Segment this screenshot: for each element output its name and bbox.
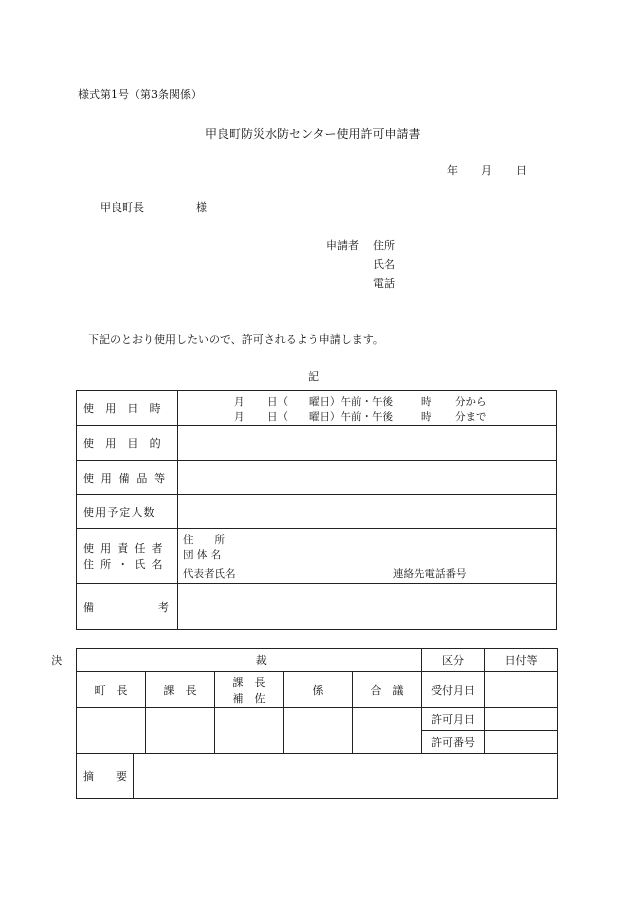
applicant-address-label: 住所 [373,239,395,252]
responsible-row [77,529,557,584]
remarks-field[interactable] [178,584,557,630]
ki-heading: 記 [308,370,319,383]
deputy-chief-seal-box[interactable] [215,708,284,754]
from-hour: 時 [421,396,432,408]
decision-header [51,649,422,672]
addressee: 甲良町長 [100,201,144,214]
purpose-field[interactable] [178,426,557,461]
resp-group-label: 団 体 名 [183,549,222,561]
date-month-label: 月 [481,164,492,177]
consultation-seal-box[interactable] [353,708,422,754]
from-weekday: 曜日）午前・午後 [309,396,393,408]
usage-datetime-label: 使 用 日 時 [83,402,165,415]
staff-seal-box[interactable] [284,708,353,754]
attendees-label: 使用予定人数 [83,505,156,519]
equipment-field[interactable] [178,461,557,495]
deputy-label-1: 課 長 [232,675,266,689]
deputy-label-2: 補 佐 [232,691,266,705]
to-hour: 時 [421,411,432,423]
date-year-label: 年 [447,164,458,177]
mayor-header: 町 長 [77,672,146,708]
mayor-seal-box[interactable] [77,708,146,754]
staff-header: 係 [284,672,353,708]
from-month: 月 [234,396,245,408]
attendees-field[interactable] [178,495,557,529]
deputy-chief-header [215,672,284,708]
to-minute: 分まで [455,411,487,423]
decision-label: 決 [51,654,63,667]
received-date-label: 受付月日 [422,672,485,708]
approval-table [51,648,558,799]
to-day: 日（ [267,411,288,423]
applicant-label: 申請者 [326,239,359,252]
consultation-header: 合 議 [353,672,422,708]
section-chief-seal-box[interactable] [146,708,215,754]
summary-label: 摘 要 [77,754,134,799]
applicant-name-label: 氏名 [373,258,395,271]
permit-number-label: 許可番号 [422,731,485,754]
usage-table [76,390,557,630]
permit-date-field[interactable] [485,708,558,731]
remarks-row [77,584,557,630]
decision-label-2: 裁 [255,654,267,667]
resp-address-label: 住 所 [183,534,225,546]
remarks-label-2: 考 [158,600,169,614]
section-chief-header: 課 長 [146,672,215,708]
resp-phone-label: 連絡先電話番号 [393,568,467,580]
permit-date-label: 許可月日 [422,708,485,731]
from-minute: 分から [455,396,487,408]
request-text: 下記のとおり使用したいので、許可されるよう申請します。 [88,333,384,346]
purpose-label: 使 用 目 的 [83,437,165,450]
summary-field[interactable] [134,754,558,799]
document-title: 甲良町防災水防センター使用許可申請書 [205,127,421,141]
date-day-label: 日 [516,164,527,177]
to-month: 月 [234,411,245,423]
date-etc-header: 日付等 [485,649,558,672]
purpose-row [77,426,557,461]
permit-number-field[interactable] [485,731,558,754]
equipment-label: 使 用 備 品 等 [83,471,167,485]
usage-datetime-row [77,391,557,426]
resp-rep-label: 代表者氏名 [183,568,236,580]
attendees-row [77,495,557,529]
honorific: 様 [196,201,207,214]
equipment-row [77,461,557,495]
to-weekday: 曜日）午前・午後 [309,411,393,423]
from-day: 日（ [267,396,288,408]
responsible-label-2: 住 所 ・ 氏 名 [83,558,164,571]
received-date-field[interactable] [485,672,558,708]
responsible-label-1: 使 用 責 任 者 [83,542,164,555]
remarks-label: 備 [83,600,94,614]
category-header: 区分 [422,649,485,672]
form-number: 様式第1号（第3条関係） [78,88,202,101]
applicant-phone-label: 電話 [373,277,395,290]
usage-datetime-field[interactable] [178,391,557,426]
responsible-field[interactable] [178,529,557,584]
